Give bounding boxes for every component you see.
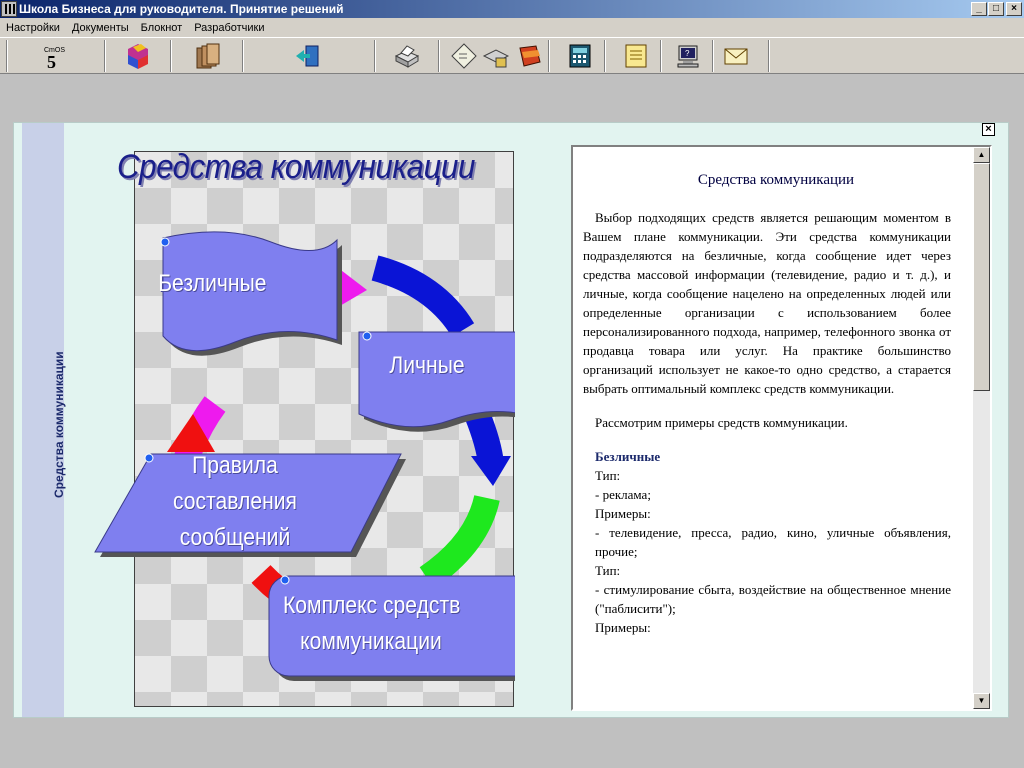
scroll-down-button[interactable]: ▼ — [973, 693, 990, 709]
menu-developers[interactable]: Разработчики — [194, 21, 265, 34]
app-icon — [1, 1, 17, 17]
window-title: Школа Бизнеса для руководителя. Принятие решений — [19, 2, 344, 16]
menu-documents[interactable]: Документы — [71, 21, 129, 34]
blocks-icon[interactable] — [124, 42, 152, 70]
marker-dot — [161, 238, 169, 246]
section-title: Безличные — [595, 449, 661, 464]
menu-bar — [0, 18, 1024, 37]
marker-dot — [145, 454, 153, 462]
mail-icon[interactable] — [722, 42, 750, 70]
diagram-title: Средства коммуникации — [117, 148, 475, 186]
complex-label-line2: коммуникации — [300, 628, 442, 655]
books-icon[interactable] — [516, 42, 544, 70]
folders-icon[interactable] — [194, 42, 222, 70]
scroll-up-button[interactable]: ▲ — [973, 147, 990, 163]
menu-settings[interactable]: Настройки — [6, 21, 60, 34]
toolbar — [0, 37, 1024, 74]
maximize-button[interactable]: □ — [988, 2, 1004, 16]
vertical-scrollbar[interactable] — [973, 147, 990, 709]
title-bar — [0, 0, 1024, 18]
notepad-icon[interactable] — [622, 42, 650, 70]
toolbar-separator — [438, 40, 440, 72]
printer-icon[interactable] — [392, 42, 420, 70]
calculator-icon[interactable] — [566, 42, 594, 70]
toolbar-separator — [242, 40, 244, 72]
text-paragraph: Выбор подходящих средств является решающим моментом в Вашем плане коммуникации. Эти средства коммуникации подразделяются на безличные, когда сообщение идет через средства массовой информации (телевидение, радио и т. д.), и личные, когда сообщение нацелено на определенных людей или определенные организации с использованием более персонализированного подхода, например, телефонного звонка от продавца товара или услуг. На практике большинство организаций использует не какое-то одно средство, а старается выбрать оптимальный комплекс средств коммуникации. — [583, 210, 951, 396]
personal-label: Личные — [389, 352, 465, 379]
close-button[interactable]: × — [1006, 2, 1022, 16]
impersonal-label: Безличные — [158, 270, 267, 297]
toolbar-separator — [170, 40, 172, 72]
marker-dot — [281, 576, 289, 584]
rules-label-line2: составления — [173, 488, 297, 515]
svg-text:?: ? — [685, 49, 690, 58]
text-paragraph: Рассмотрим примеры средств коммуникации. — [595, 415, 848, 430]
green-arc — [427, 498, 487, 578]
menu-notepad[interactable]: Блокнот — [140, 21, 183, 34]
toolbar-separator — [660, 40, 662, 72]
help-computer-icon[interactable] — [674, 42, 702, 70]
text-line: - телевидение, пресса, радио, кино, уличные объявления, прочие; — [595, 525, 951, 559]
text-content — [573, 147, 973, 709]
minimize-button[interactable]: _ — [971, 2, 987, 16]
svg-text:5: 5 — [47, 52, 56, 70]
toolbar-separator — [374, 40, 376, 72]
exit-icon[interactable] — [294, 42, 322, 70]
svg-text:CmOS: CmOS — [44, 47, 65, 54]
scanner-icon[interactable] — [482, 42, 510, 70]
rules-label-line3: сообщений — [179, 524, 291, 551]
toolbar-separator — [768, 40, 770, 72]
complex-label-line1: Комплекс средств — [283, 592, 461, 619]
logo-icon[interactable] — [40, 42, 68, 70]
text-line: Примеры: — [595, 620, 651, 635]
side-tab[interactable] — [22, 123, 64, 717]
text-line: Примеры: — [595, 506, 651, 521]
blue-arrowhead — [471, 456, 511, 486]
toolbar-separator — [712, 40, 714, 72]
blue-arc — [375, 268, 463, 330]
text-line: - реклама; — [595, 487, 651, 502]
text-panel — [571, 145, 992, 711]
diagram-area — [117, 148, 514, 707]
rules-label-line1: Правила — [192, 452, 278, 479]
clipboard-icon[interactable] — [450, 42, 478, 70]
toolbar-separator — [6, 40, 8, 72]
panel-close-button[interactable]: × — [982, 123, 995, 136]
toolbar-separator — [104, 40, 106, 72]
content-panel — [13, 122, 1009, 718]
text-line: Тип: — [595, 468, 621, 483]
text-heading: Средства коммуникации — [697, 172, 855, 188]
toolbar-separator — [604, 40, 606, 72]
text-line: Тип: — [595, 563, 621, 578]
side-tab-label: Средства коммуникации — [52, 351, 66, 498]
marker-dot — [363, 332, 371, 340]
text-line: - стимулирование сбыта, воздействие на общественное мнение ("паблисити"); — [595, 582, 951, 616]
scroll-thumb[interactable] — [973, 163, 990, 391]
toolbar-separator — [548, 40, 550, 72]
